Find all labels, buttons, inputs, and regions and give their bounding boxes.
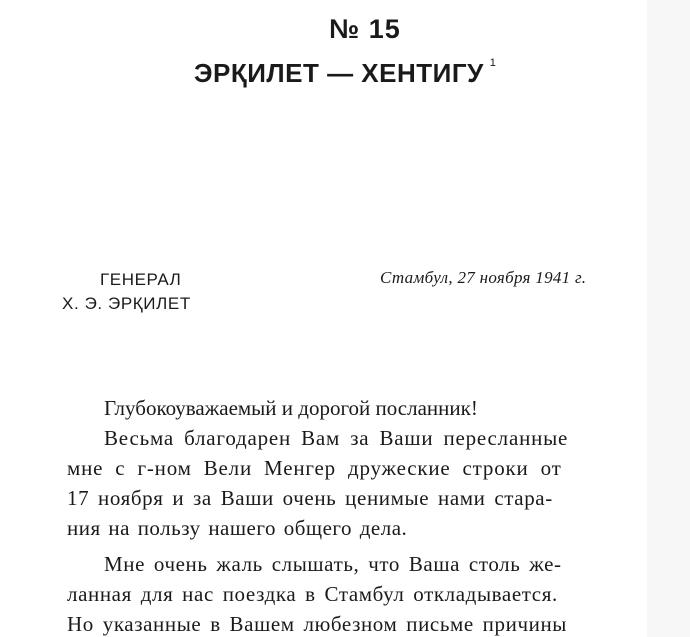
salutation: Глубокоуважаемый и дорогой посланник!: [104, 396, 478, 420]
letter-body: [0, 393, 647, 637]
sender-name: Х. Э. ЭРҚИЛЕТ: [62, 294, 191, 313]
body-line: 17 ноября и за Ваши очень ценимые нами стара-: [67, 486, 553, 510]
sender-rank: ГЕНЕРАЛ: [100, 270, 182, 289]
document-title: [194, 58, 496, 89]
body-line: Но указанные в Вашем любезном письме причины: [67, 612, 568, 636]
body-line: ния на пользу нашего общего дела.: [67, 516, 408, 540]
document-number: № 15: [329, 14, 401, 44]
place-and-date: Стамбул, 27 ноября 1941 г.: [380, 268, 587, 287]
sender-block: [62, 268, 191, 316]
body-line: мне с г-ном Вели Менгер дружеские строки от: [67, 456, 562, 480]
body-line: Весьма благодарен Вам за Ваши пересланные: [104, 426, 569, 450]
document-title-text: ЭРҚИЛЕТ — ХЕНТИГУ: [194, 58, 484, 88]
footnote-reference: 1: [489, 57, 497, 70]
page-right-margin: [647, 0, 690, 637]
body-line: Мне очень жаль слышать, что Ваша столь же-: [104, 552, 562, 576]
body-line: ланная для нас поездка в Стамбул откладывается.: [67, 582, 558, 606]
